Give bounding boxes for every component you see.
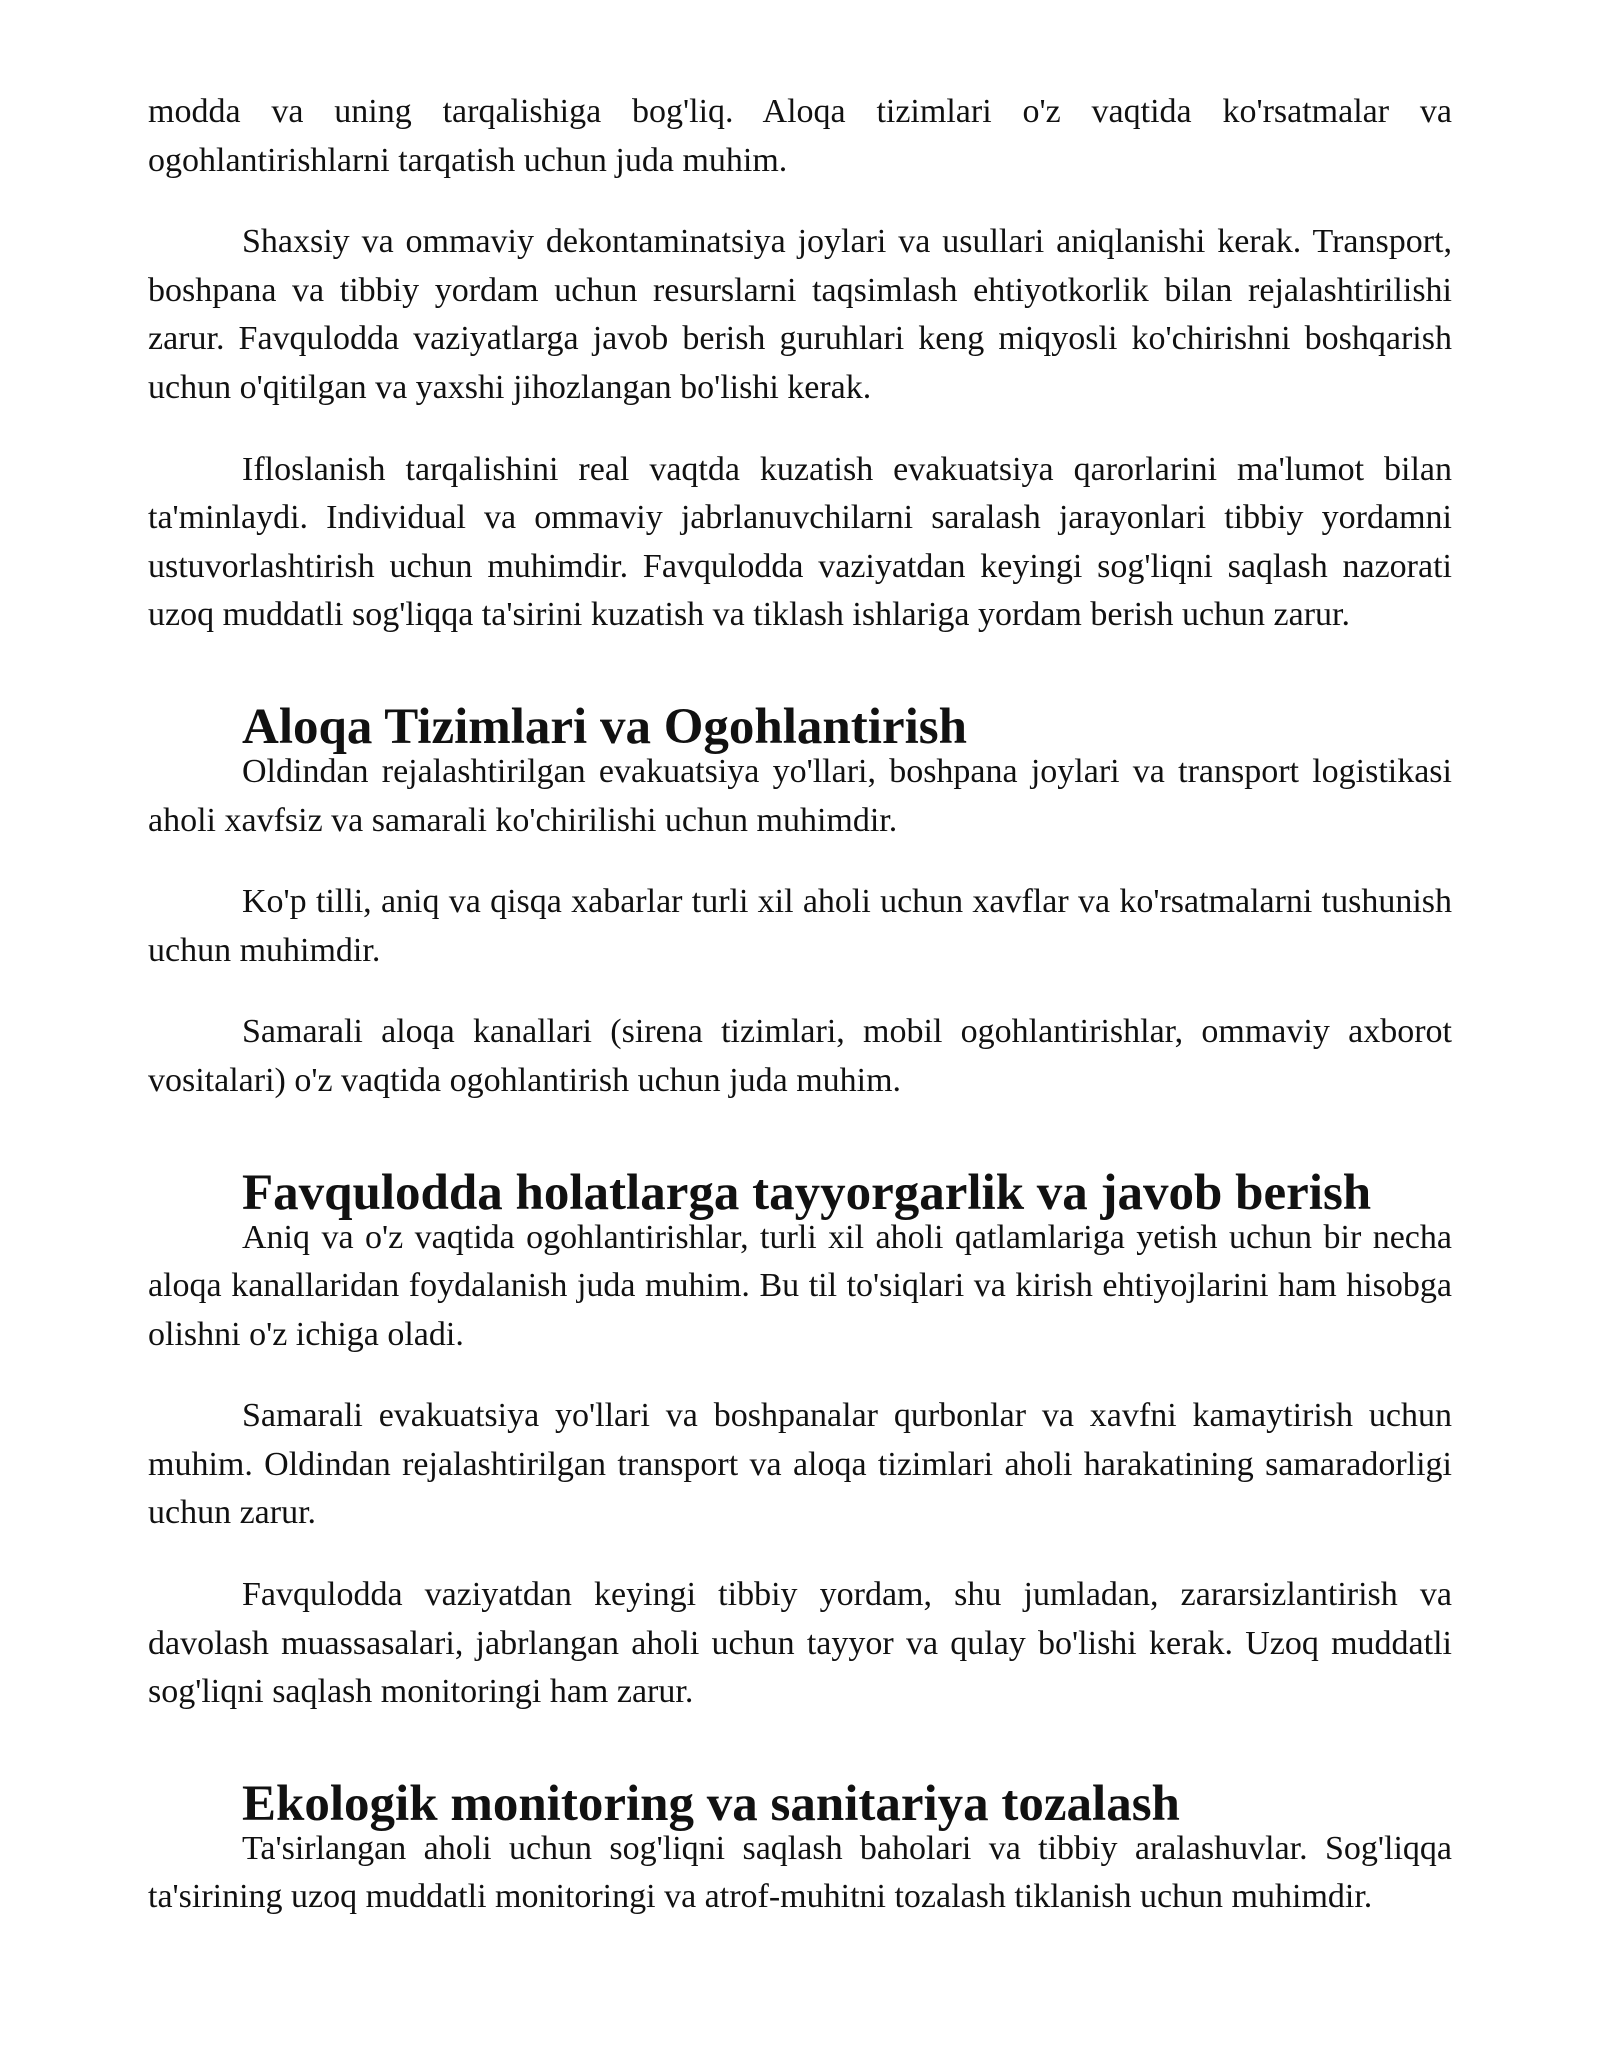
paragraph: Ko'p tilli, aniq va qisqa xabarlar turli xil aholi uchun xavflar va ko'rsatmalarni tushunish uchun muhimdir. — [148, 883, 1452, 969]
paragraph: Ta'sirlangan aholi uchun sog'liqni saqlash baholari va tibbiy aralashuvlar. Sog'liqqa ta'sirining uzoq muddatli monitoringi va atrof-muhitni tozalash tiklanish uchun muhimdir. — [148, 1829, 1452, 1916]
paragraph: modda va uning tarqalishiga bog'liq. Aloqa tizimlari o'z vaqtida ko'rsatmalar va ogohlantirishlarni tarqatish uchun juda muhim. — [148, 93, 1452, 179]
section-communication-systems — [148, 698, 1452, 1106]
paragraph: Favqulodda vaziyatdan keyingi tibbiy yordam, shu jumladan, zararsizlantirish va davolash muassasalari, jabrlangan aholi uchun tayyor va qulay bo'lishi kerak. Uzoq muddatli sog'liqni saqlash monitoringi ham zarur. — [148, 1576, 1452, 1711]
section-ecological-monitoring — [148, 1775, 1452, 1922]
paragraph: Ifloslanish tarqalishini real vaqtda kuzatish evakuatsiya qarorlarini ma'lumot bilan ta'minlaydi. Individual va ommaviy jabrlanuvchilarni saralash jarayonlari tibbiy yordamni ustuvorlashtirish uchun muhimdir. Favqulodda vaziyatdan keyingi sog'liqni saqlash nazorati uzoq muddatli sog'liqqa ta'sirini kuzatish va tiklash ishlariga yordam berish uchun zarur. — [148, 450, 1452, 634]
section-emergency-preparedness — [148, 1164, 1452, 1717]
paragraph: Oldindan rejalashtirilgan evakuatsiya yo'llari, boshpana joylari va transport logistikasi aholi xavfsiz va samarali ko'chirilishi uchun muhimdir. — [148, 752, 1452, 839]
section-heading: Ekologik monitoring va sanitariya tozalash — [242, 1775, 1180, 1832]
paragraph: Aniq va o'z vaqtida ogohlantirishlar, turli xil aholi qatlamlariga yetish uchun bir necha aloqa kanallaridan foydalanish juda muhim. Bu til to'siqlari va kirish ehtiyojlarini ham hisobga olishni o'z ichiga oladi. — [148, 1218, 1452, 1353]
document-page — [148, 88, 1452, 1955]
paragraph: Samarali evakuatsiya yo'llari va boshpanalar qurbonlar va xavfni kamaytirish uchun muhim. Oldindan rejalashtirilgan transport va aloqa tizimlari aholi harakatining samaradorligi uchun zarur. — [148, 1397, 1452, 1532]
paragraph: Shaxsiy va ommaviy dekontaminatsiya joylari va usullari aniqlanishi kerak. Transport, boshpana va tibbiy yordam uchun resurslarni taqsimlash ehtiyotkorlik bilan rejalashtirilishi zarur. Favqulodda vaziyatlarga javob berish guruhlari keng miqyosli ko'chirishni boshqarish uchun o'qitilgan va yaxshi jihozlangan bo'lishi kerak. — [148, 223, 1452, 406]
section-heading: Aloqa Tizimlari va Ogohlantirish — [242, 698, 967, 755]
section-heading: Favqulodda holatlarga tayyorgarlik va javob berish — [242, 1164, 1372, 1221]
paragraph: Samarali aloqa kanallari (sirena tizimlari, mobil ogohlantirishlar, ommaviy axborot vositalari) o'z vaqtida ogohlantirish uchun juda muhim. — [148, 1013, 1452, 1099]
